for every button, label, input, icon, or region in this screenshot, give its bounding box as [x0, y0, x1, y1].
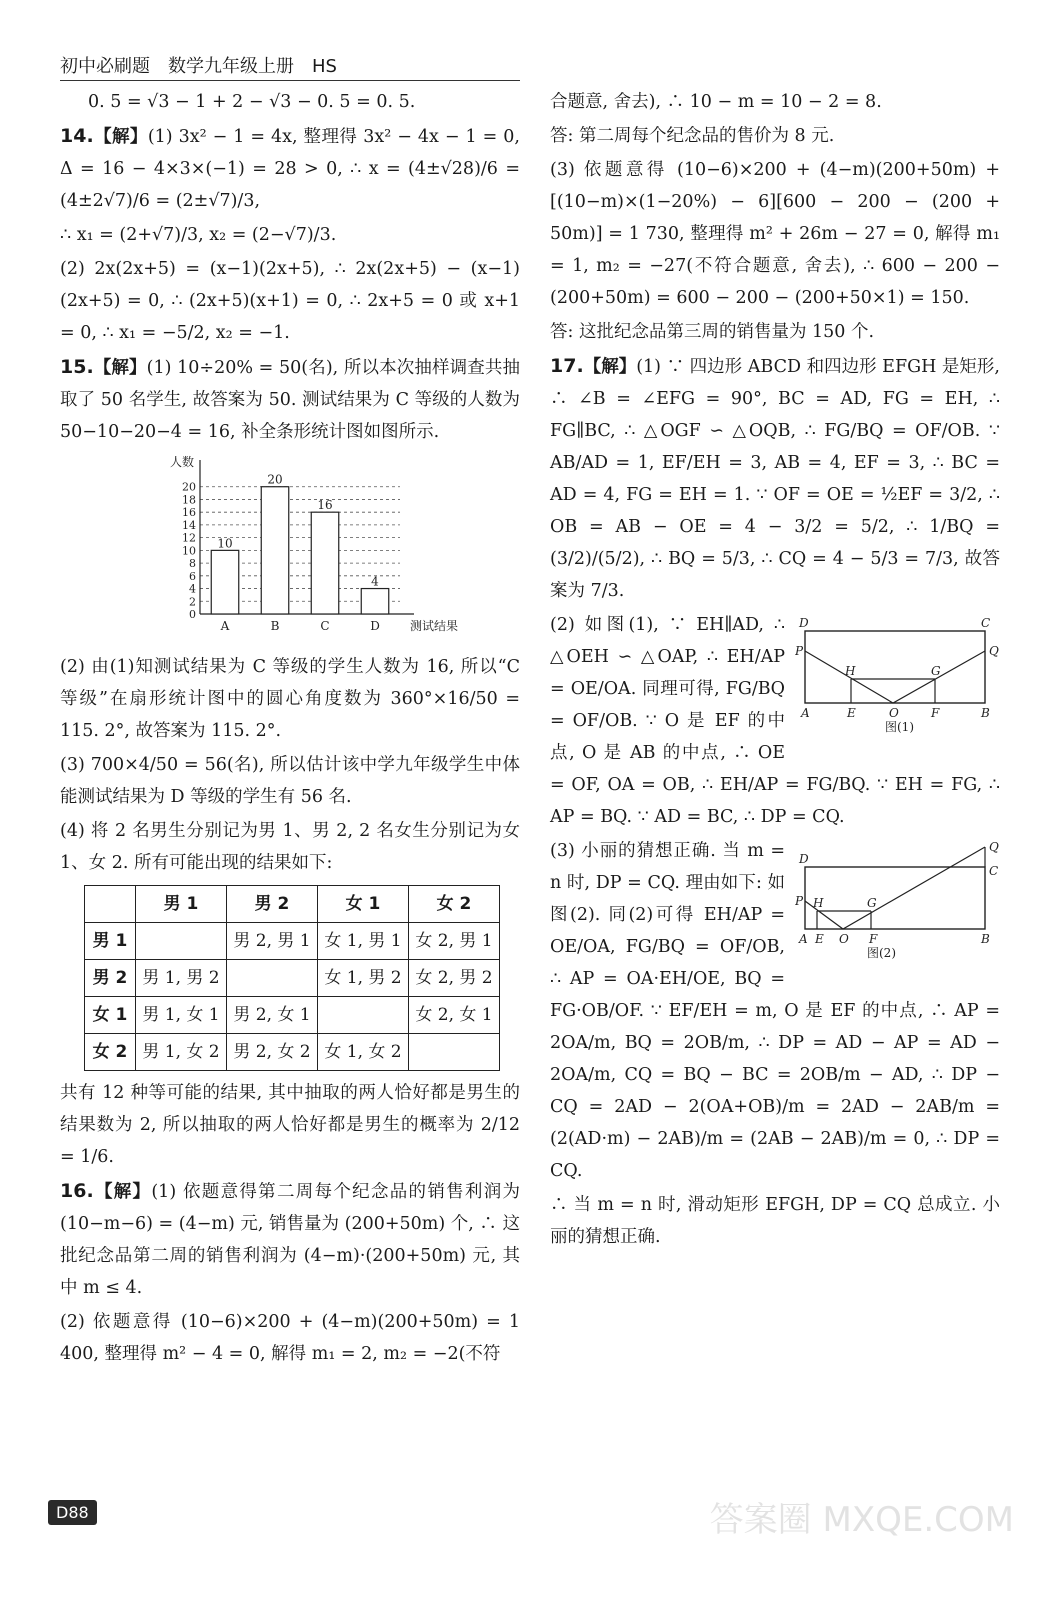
fig-label: F: [869, 932, 878, 946]
bar-value-label: 10: [217, 536, 233, 551]
q17-conclusion: ∴ 当 m = n 时, 滑动矩形 EFGH, DP = CQ 总成立. 小丽的猜想正确.: [550, 1195, 1000, 1247]
fig-label: A: [799, 932, 808, 946]
bar: [361, 589, 389, 614]
header-divider: [60, 80, 520, 81]
question-17: [550, 350, 1000, 607]
table-row: [85, 960, 500, 997]
figure-caption: 图(2): [867, 946, 896, 960]
table-cell: 男 1, 男 2: [136, 960, 227, 997]
fig-label: F: [931, 706, 940, 720]
q14-part1: (1) 3x² − 1 = 4x, 整理得 3x² − 4x − 1 = 0, Δ = 16 − 4×3×(−1) = 28 > 0, ∴ x = (4±√28)/6 = (4±2√7)/6 = (2±√7)/3,: [60, 127, 520, 211]
y-axis-label: 人数: [170, 455, 195, 469]
bar-chart-svg: [160, 454, 460, 634]
row-header: 男 1: [85, 923, 136, 960]
question-number: 17.: [550, 355, 584, 377]
row-header: 男 2: [85, 960, 136, 997]
solution-tag: 【解】: [583, 357, 637, 377]
question-14: [60, 120, 520, 217]
y-tick-label: 6: [189, 569, 196, 583]
fig-label: D: [799, 616, 809, 630]
right-column: [550, 86, 1000, 1255]
table-cell: [136, 923, 227, 960]
solution-tag: 【解】: [93, 127, 148, 147]
table-cell: 女 2, 女 1: [409, 997, 500, 1034]
table-row: [85, 923, 500, 960]
table-cell: [227, 960, 318, 997]
table-header-row: [85, 886, 500, 923]
table-cell: 男 1, 女 1: [136, 997, 227, 1034]
table-cell: [409, 1034, 500, 1071]
fig-label: G: [867, 896, 877, 910]
table-cell: [318, 997, 409, 1034]
table-cell: 男 1, 女 2: [136, 1034, 227, 1071]
page-number: D88: [48, 1500, 97, 1525]
watermark: 答案圈 MXQE.COM: [709, 1500, 1014, 1540]
table-header-cell: 女 1: [318, 886, 409, 923]
table-cell: 女 2, 男 2: [409, 960, 500, 997]
fig-label: Q: [989, 644, 999, 658]
solution-tag: 【解】: [93, 358, 147, 378]
q16-part2: (2) 依题意得 (10−6)×200 + (4−m)(200+50m) = 1 400, 整理得 m² − 4 = 0, 解得 m₁ = 2, m₂ = −2(不符: [60, 1312, 520, 1364]
table-cell: 男 2, 男 1: [227, 923, 318, 960]
q16-part1: (1) 依题意得第二周每个纪念品的销售利润为 (10−m−6) = (4−m) 元, 销售量为 (200+50m) 个, ∴ 这批纪念品第二周的销售利润为 (4−m)·(200+50m) 元, 其中 m ≤ 4.: [60, 1182, 521, 1298]
row-header: 女 1: [85, 997, 136, 1034]
row-header: 女 2: [85, 1034, 136, 1071]
bar-chart: [160, 454, 520, 645]
fig-label: C: [981, 616, 991, 630]
question-number: 16.: [60, 1180, 94, 1202]
table-cell: 女 1, 男 1: [318, 923, 409, 960]
fig-label: O: [889, 706, 899, 720]
fig-label: E: [847, 706, 856, 720]
q15-part4: (4) 将 2 名男生分别记为男 1、男 2, 2 名女生分别记为女 1、女 2. 所有可能出现的结果如下:: [60, 821, 520, 873]
question-number: 14.: [60, 125, 94, 147]
figure-2: [795, 841, 1000, 972]
bar-value-label: 20: [267, 472, 283, 487]
fig-label: O: [839, 932, 849, 946]
continuation-line: 0. 5 = √3 − 1 + 2 − √3 − 0. 5 = 0. 5.: [88, 92, 416, 112]
y-tick-label: 2: [189, 595, 196, 609]
figure-1-svg: [795, 615, 1000, 735]
table-row: [85, 1034, 500, 1071]
table-cell: 女 1, 女 2: [318, 1034, 409, 1071]
y-tick-label: 16: [182, 506, 196, 520]
table-cell: 女 1, 男 2: [318, 960, 409, 997]
table-header-cell: 女 2: [409, 886, 500, 923]
y-tick-label: 14: [182, 518, 196, 532]
y-tick-label: 18: [182, 493, 196, 507]
figure-1: [795, 615, 1000, 746]
q14-roots: ∴ x₁ = (2+√7)/3, x₂ = (2−√7)/3.: [60, 225, 337, 245]
table-corner-cell: [85, 886, 136, 923]
fig-label: P: [795, 644, 804, 658]
fig-label: G: [931, 664, 941, 678]
y-tick-label: 12: [182, 531, 196, 545]
q16-part3: (3) 依题意得 (10−6)×200 + (4−m)(200+50m) + [(10−m)×(1−20%) − 6][600 − 200 − (200 + 50m)] = 1 730, 整理得 m² + 26m − 27 = 0, 解得 m₁ = 1, m₂ = −27(不符合题意, 舍去), ∴ 600 − 200 − (200+50m) = 600 − 200 − (200+50×1) = 150.: [550, 160, 1000, 308]
q15-part2: (2) 由(1)知测试结果为 C 等级的学生人数为 16, 所以“C 等级”在扇形统计图中的圆心角度数为 360°×16/50 = 115. 2°, 故答案为 115. 2°.: [60, 657, 520, 741]
fig-label: B: [981, 932, 990, 946]
figure-caption: 图(1): [885, 720, 914, 734]
x-tick-label: B: [270, 619, 280, 633]
fig-label: Q: [989, 841, 999, 854]
x-tick-label: A: [220, 619, 230, 633]
fig-label: C: [989, 864, 999, 878]
bar: [261, 487, 289, 614]
table-cell: 男 2, 女 1: [227, 997, 318, 1034]
fig-label: D: [799, 852, 809, 866]
fig-label: A: [801, 706, 810, 720]
results-table: [84, 885, 500, 1071]
y-tick-label: 20: [182, 480, 196, 494]
table-cell: 男 2, 女 2: [227, 1034, 318, 1071]
fig-label: H: [813, 896, 824, 910]
q15-part3: (3) 700×4/50 = 56(名), 所以估计该中学九年级学生中体能测试结果为 D 等级的学生有 56 名.: [60, 755, 520, 807]
x-tick-label: D: [370, 619, 380, 633]
q17-part3: (3) 小丽的猜想正确. 当 m = n 时, DP = CQ. 理由如下: 如图(2). 同(2)可得 EH/AP = OE/OA, FG/BQ = OF/OB, ∴ AP = OA·EH/OE, BQ = FG·OB/OF. ∵ EF/EH = m, O 是 EF 的中点, ∴ AP = 2OA/m, BQ = 2OB/m, ∴ DP = AD − AP = AD − 2OA/m, CQ = BQ − BC = 2OB/m − AD, ∴ DP − CQ = 2AD − 2(OA+OB)/m = 2AD − 2AB/m = (2(AD·m) − 2AB)/m = (2AB − 2AB)/m = 0, ∴ DP = CQ.: [550, 841, 1000, 1181]
table-header-cell: 男 2: [227, 886, 318, 923]
q14-part2: (2) 2x(2x+5) = (x−1)(2x+5), ∴ 2x(2x+5) − (x−1)(2x+5) = 0, ∴ (2x+5)(x+1) = 0, ∴ 2x+5 = 0 或 x+1 = 0, ∴ x₁ = −5/2, x₂ = −1.: [60, 259, 520, 343]
q15-part1: (1) 10÷20% = 50(名), 所以本次抽样调查共抽取了 50 名学生, 故答案为 50. 测试结果为 C 等级的人数为 50−10−20−4 = 16, 补全条形统计图如图所示.: [60, 358, 521, 442]
x-tick-label: C: [320, 619, 330, 633]
left-column: [60, 86, 520, 1372]
question-15: [60, 351, 520, 448]
q16-answer-3: 答: 这批纪念品第三周的销售量为 150 个.: [550, 322, 875, 342]
y-tick-label: 4: [189, 582, 196, 596]
q15-part5: 共有 12 种等可能的结果, 其中抽取的两人恰好都是男生的结果数为 2, 所以抽取的两人恰好都是男生的概率为 2/12 = 1/6.: [60, 1083, 520, 1167]
bar-value-label: 4: [371, 574, 379, 589]
y-tick-label: 10: [182, 544, 196, 558]
x-axis-label: 测试结果: [410, 619, 459, 633]
q16-continuation: 合题意, 舍去), ∴ 10 − m = 10 − 2 = 8.: [550, 92, 882, 112]
question-number: 15.: [60, 356, 94, 378]
bar: [211, 550, 239, 614]
figure-2-svg: [795, 841, 1000, 961]
fig-label: B: [981, 706, 990, 720]
bar-value-label: 16: [317, 498, 333, 513]
page-header: 初中必刷题 数学九年级上册 HS: [60, 56, 337, 77]
fig-label: P: [795, 894, 804, 908]
bar: [311, 512, 339, 614]
solution-tag: 【解】: [93, 1182, 152, 1202]
table-cell: 女 2, 男 1: [409, 923, 500, 960]
y-tick-label: 0: [189, 608, 196, 621]
table-row: [85, 997, 500, 1034]
y-tick-label: 8: [189, 557, 196, 571]
fig-label: E: [815, 932, 824, 946]
fig-label: H: [845, 664, 856, 678]
q17-part1: (1) ∵ 四边形 ABCD 和四边形 EFGH 是矩形, ∴ ∠B = ∠EFG = 90°, BC = AD, FG = EH, ∴ FG∥BC, ∴ △OGF ∽ △OQB, ∴ FG/BQ = OF/OB. ∵ AB/AD = 1, EF/EH = 3, AB = 4, EF = 3, ∴ BC = AD = 4, FG = EH = 1. ∵ OF = OE = ½EF = 3/2, ∴ OB = AB − OE = 4 − 3/2 = 5/2, ∴ 1/BQ = (3/2)/(5/2), ∴ BQ = 5/3, ∴ CQ = 4 − 5/3 = 7/3, 故答案为 7/3.: [550, 357, 1000, 601]
question-16: [60, 1175, 520, 1304]
table-header-cell: 男 1: [136, 886, 227, 923]
q16-answer-2: 答: 第二周每个纪念品的售价为 8 元.: [550, 126, 835, 146]
q17-part2: (2) 如图(1), ∵ EH∥AD, ∴ △OEH ∽ △OAP, ∴ EH/AP = OE/OA. 同理可得, FG/BQ = OF/OB. ∵ O 是 EF 的中点, O 是 AB 的中点, ∴ OE = OF, OA = OB, ∴ EH/AP = FG/BQ. ∵ EH = FG, ∴ AP = BQ. ∵ AD = BC, ∴ DP = CQ.: [550, 615, 1000, 827]
